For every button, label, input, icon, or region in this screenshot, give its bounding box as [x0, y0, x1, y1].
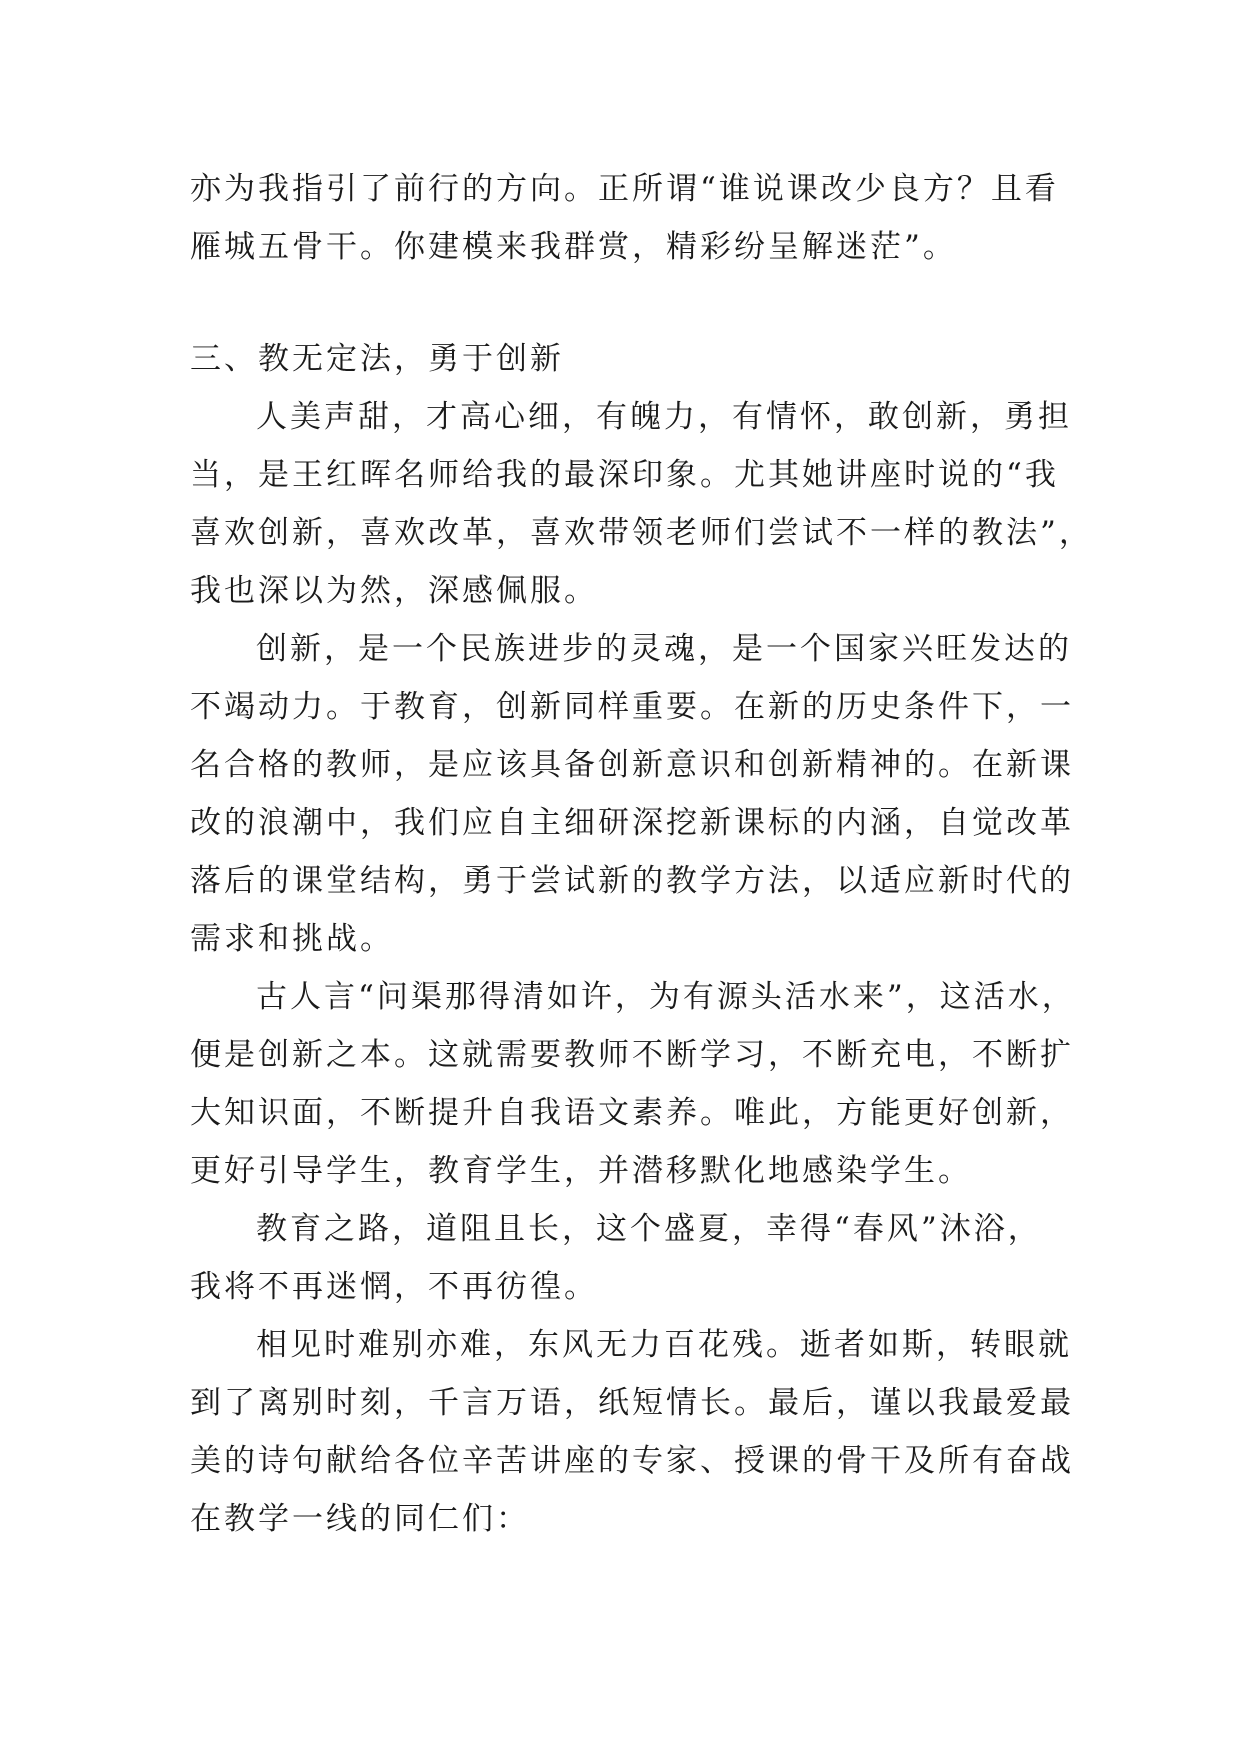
- text-line: 落后的课堂结构，勇于尝试新的教学方法，以适应新时代的: [190, 863, 1074, 899]
- text-line: 不竭动力。于教育，创新同样重要。在新的历史条件下，一: [190, 689, 1074, 725]
- paragraph-1: [190, 388, 1093, 620]
- text-line: 创新，是一个民族进步的灵魂，是一个国家兴旺发达的: [256, 631, 1072, 667]
- text-line: 人美声甜，才高心细，有魄力，有情怀，敢创新，勇担: [256, 399, 1072, 435]
- text-line: 我也深以为然，深感佩服。: [190, 573, 598, 609]
- text-line: 名合格的教师，是应该具备创新意识和创新精神的。在新课: [190, 747, 1074, 783]
- paragraph-2: [190, 620, 1074, 968]
- text-line: 需求和挑战。: [190, 921, 394, 957]
- text-line: 喜欢创新，喜欢改革，喜欢带领老师们尝试不一样的教法”，: [190, 515, 1093, 551]
- text-line: 古人言“问渠那得清如许，为有源头活水来”，这活水，: [256, 979, 1076, 1015]
- text-line: 教育之路，道阻且长，这个盛夏，幸得“春风”沐浴，: [256, 1211, 1042, 1247]
- text-line: 雁城五骨干。你建模来我群赏，精彩纷呈解迷茫”。: [190, 229, 957, 265]
- text-line: 改的浪潮中，我们应自主细研深挖新课标的内涵，自觉改革: [190, 805, 1074, 841]
- text-line: 到了离别时刻，千言万语，纸短情长。最后，谨以我最爱最: [190, 1385, 1074, 1421]
- text-line: 我将不再迷惘，不再彷徨。: [190, 1269, 598, 1305]
- paragraph-3: [190, 968, 1076, 1200]
- text-line: 亦为我指引了前行的方向。正所谓“谁说课改少良方？且看: [190, 171, 1059, 207]
- intro-paragraph: [190, 160, 1070, 276]
- paragraph-4: [190, 1200, 1070, 1316]
- text-line: 在教学一线的同仁们：: [190, 1501, 530, 1537]
- text-line: 更好引导学生，教育学生，并潜移默化地感染学生。: [190, 1153, 972, 1189]
- section-heading: 三、教无定法，勇于创新: [190, 341, 564, 377]
- text-line: 大知识面，不断提升自我语文素养。唯此，方能更好创新，: [190, 1095, 1074, 1131]
- paragraph-5: [190, 1316, 1074, 1548]
- text-line: 当，是王红晖名师给我的最深印象。尤其她讲座时说的“我: [190, 457, 1059, 493]
- text-line: 相见时难别亦难，东风无力百花残。逝者如斯，转眼就: [256, 1327, 1072, 1363]
- text-line: 便是创新之本。这就需要教师不断学习，不断充电，不断扩: [190, 1037, 1074, 1073]
- text-line: 美的诗句献给各位辛苦讲座的专家、授课的骨干及所有奋战: [190, 1443, 1074, 1479]
